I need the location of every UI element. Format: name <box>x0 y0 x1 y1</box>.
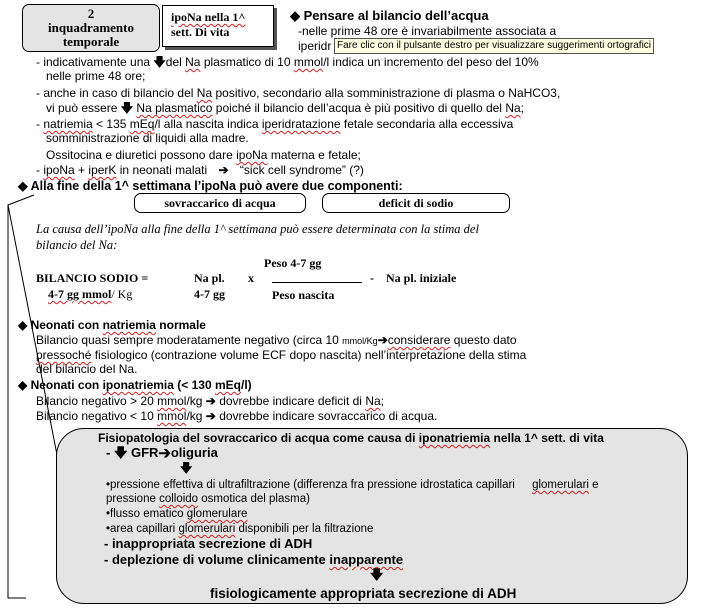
sodium-deficit-label: deficit di sodio <box>322 193 510 213</box>
intro-line-3: - anche in caso di bilancio del Na positivo, secondario alla somministrazione di plasma o NaHCO3, <box>36 86 561 100</box>
normal-line-2: pressoché fisiologico (contrazione volume ECF dopo nascita) nell’interpretazione della stima <box>36 348 527 362</box>
intro-line-6: somministrazione di liquidi alla madre. <box>46 131 249 145</box>
intro-line-7: Ossitocina e diuretici possono dare ipoNa materna e fetale; <box>46 148 361 162</box>
formula-peso-top: Peso 4-7 gg <box>264 256 322 270</box>
bullet-blood-flow: •flusso ematico glomerulare <box>106 508 248 520</box>
hyponatremia-title: ◆ Neonati con iponatriemia (< 130 mEq/l) <box>18 378 252 392</box>
fraction-bar <box>272 282 362 283</box>
bullet-oncotic: pressione colloido osmotica del plasma) <box>106 493 310 505</box>
right-arrow-icon: ➔ <box>377 333 388 347</box>
down-arrow-icon: 🡇 <box>113 445 128 460</box>
formula-times: x <box>248 271 254 285</box>
intro-line-5: - natriemia < 135 mEq/l alla nascita indica iperidratazione fetale secondaria alla eccessiva <box>36 117 514 131</box>
section-number: 2 <box>87 6 95 21</box>
diamond-bullet-icon: ◆ <box>18 318 28 332</box>
right-arrow-icon: ➔ <box>218 163 229 177</box>
water-balance-line-1: -nelle prime 48 ore è invariabilmente associata a <box>298 24 557 38</box>
pathophysiology-title: Fisiopatologia del sovraccarico di acqua come causa di iponatriemia nella 1^ sett. di vita <box>98 431 604 445</box>
diamond-bullet-icon: ◆ <box>18 378 28 392</box>
formula-units: 4-7 gg mmol/ Kg <box>48 287 133 301</box>
formula-minus: - <box>370 271 374 285</box>
inappropriate-adh: - inappropriata secrezione di ADH <box>104 536 313 551</box>
topic-line-2: sett. Di vita <box>171 25 230 39</box>
formula-lhs: BILANCIO SODIO = <box>36 271 149 285</box>
normal-line-1: Bilancio quasi sempre moderatamente negativo (circa 10 mmol/Kg➔considerare questo dato <box>36 333 517 347</box>
down-arrow-icon: 🡇 <box>153 55 166 69</box>
tooltip-text: Fare clic con il pulsante destro per visualizzare suggerimenti ortografici <box>337 40 652 51</box>
formula-na-iniziale: Na pl. iniziale <box>386 271 457 285</box>
hypo-line-2: Bilancio negativo < 10 mmol/kg ➔ dovrebbe indicare sovraccarico di acqua. <box>36 409 438 423</box>
hypo-line-1: Bilancio negativo > 20 mmol/kg ➔ dovrebbe indicare deficit di Na; <box>36 394 384 408</box>
end-of-week-title: ◆ Alla fine della 1^ settimana l’ipoNa può avere due componenti: <box>18 179 403 193</box>
section-label-1: inquadramento <box>48 20 134 35</box>
water-balance-heading: Pensare al bilancio dell’acqua <box>303 8 489 23</box>
normal-line-3: del bilancio del Na. <box>36 362 138 376</box>
intro-line-1: - indicativamente una 🡇del Na plasmatico di 10 mmol/l indica un incremento del peso del 10% <box>36 55 539 69</box>
down-arrow-icon: 🡇 <box>120 101 134 115</box>
right-arrow-icon: ➔ <box>158 445 171 460</box>
down-arrow-icon: 🡇 <box>370 567 384 582</box>
cause-line-2: bilancio del Na: <box>36 238 118 252</box>
intro-line-2: nelle prime 48 ore; <box>46 69 146 83</box>
volume-depletion: - deplezione di volume clinicamente inapparente <box>104 552 404 567</box>
appropriate-adh: fisiologicamente appropriata secrezione di ADH <box>210 586 517 601</box>
bullet-capillary-area: •area capillari glomerulari disponibili per la filtrazione <box>106 523 374 535</box>
water-overload-label: sovraccarico di acqua <box>134 193 306 213</box>
intro-line-4: vi può essere 🡇 Na plasmatico poiché il bilancio dell’acqua è più positivo di quello del Na; <box>46 101 525 115</box>
normal-natremia-title: ◆ Neonati con natriemia normale <box>18 318 206 332</box>
formula-gg: 4-7 gg <box>194 287 225 301</box>
cause-line-1: La causa dell’ipoNa alla fine della 1^ settimana può essere determinata con la stima del <box>36 222 479 236</box>
down-arrow-icon: 🡇 <box>180 461 193 475</box>
section-label-2: temporale <box>62 34 120 49</box>
formula-na-pl: Na pl. <box>194 271 225 285</box>
truncated-word: iperidr <box>298 39 332 53</box>
right-arrow-icon: ➔ <box>205 409 216 423</box>
diamond-bullet-icon: ◆ <box>18 179 28 193</box>
bullet-ultrafiltration: •pressione effettiva di ultrafiltrazione (differenza fra pressione idrostatica capillari glomerulari e <box>106 479 599 491</box>
right-arrow-icon: ➔ <box>205 394 216 408</box>
topic-line-1: ipoNa nella 1^ <box>171 10 246 24</box>
formula-denominator: Peso nascita <box>272 288 335 302</box>
intro-line-8: - ipoNa + iperK in neonati malati ➔ “sick cell syndrome” (?) <box>36 163 364 177</box>
diamond-bullet-icon: ◆ <box>290 8 300 23</box>
gfr-line: - 🡇 GFR➔oliguria <box>106 445 218 460</box>
